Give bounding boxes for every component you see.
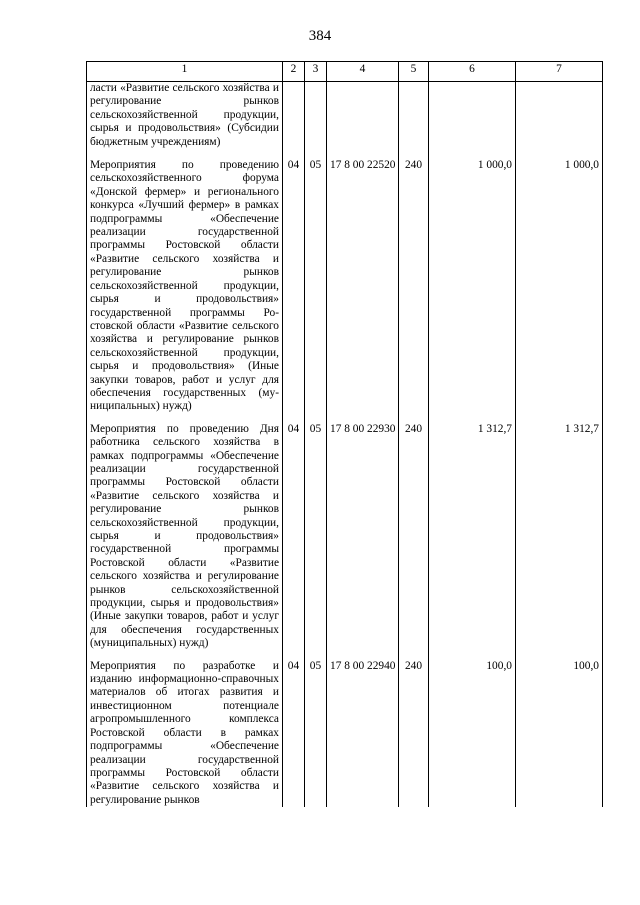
row-amount-1: 100,0 (429, 660, 516, 807)
row-subsection: 05 (305, 660, 327, 807)
row-expense-type: 240 (399, 660, 429, 807)
table-row (87, 82, 603, 160)
col-header-6: 6 (429, 62, 516, 82)
row-section: 04 (283, 423, 305, 660)
row-target-article: 17 8 00 22520 (327, 159, 399, 423)
row-expense-type (399, 82, 429, 160)
row-amount-2: 100,0 (516, 660, 603, 807)
row-target-article (327, 82, 399, 160)
header-row (87, 62, 603, 82)
row-subsection: 05 (305, 423, 327, 660)
row-section (283, 82, 305, 160)
col-header-2: 2 (283, 62, 305, 82)
row-amount-2: 1 312,7 (516, 423, 603, 660)
row-amount-2: 1 000,0 (516, 159, 603, 423)
table-row (87, 660, 603, 807)
row-section: 04 (283, 159, 305, 423)
row-target-article: 17 8 00 22930 (327, 423, 399, 660)
budget-table (86, 61, 603, 807)
row-subsection: 05 (305, 159, 327, 423)
row-amount-1: 1 312,7 (429, 423, 516, 660)
row-section: 04 (283, 660, 305, 807)
row-description: Мероприятия по разработке и изданию информационно-справочных материалов об итогах развития и инвестиционном потенциале агропромышленного комплекса Ростовской области в рамках подпрограммы «Обеспечение реализации государственной программы Ростовской области «Развитие сельского хозяйства и регулирование рынков (87, 660, 283, 807)
row-amount-1 (429, 82, 516, 160)
row-amount-1: 1 000,0 (429, 159, 516, 423)
row-expense-type: 240 (399, 423, 429, 660)
row-description: ласти «Развитие сельского хозяйства и регулирование рынков сельскохозяйственной продукции, сырья и продовольствия» (Субсидии бюджетным учреждениям) (87, 82, 283, 160)
table-row (87, 159, 603, 423)
col-header-4: 4 (327, 62, 399, 82)
row-description: Мероприятия по проведению сельскохозяйственного форума «Донской фермер» и регионального конкурса «Лучший фермер» в рамках подпрограммы «Обеспечение реализации государственной программы Ростовской области «Развитие сельского хозяйства и регулирование рынков сельскохозяйственной продукции, сырья и продовольствия» государственной программы Ростовской области «Развитие сельского хозяйства и регулирование рынков сельскохозяйственной продукции, сырья и продовольствия» (Иные закупки товаров, работ и услуг для обеспечения государственных (муниципальных) нужд) (87, 159, 283, 423)
row-amount-2 (516, 82, 603, 160)
col-header-7: 7 (516, 62, 603, 82)
page-number: 384 (308, 28, 332, 44)
table-row (87, 423, 603, 660)
col-header-3: 3 (305, 62, 327, 82)
row-target-article: 17 8 00 22940 (327, 660, 399, 807)
col-header-5: 5 (399, 62, 429, 82)
row-subsection (305, 82, 327, 160)
col-header-1: 1 (87, 62, 283, 82)
row-description: Мероприятия по проведению Дня работника сельского хозяйства в рамках подпрограммы «Обеспечение реализации государственной программы Ростовской области «Развитие сельского хозяйства и регулирование рынков сельскохозяйственной продукции, сырья и продовольствия» государственной программы Ростовской области «Развитие сельского хозяйства и регулирование рынков сельскохозяйственной продукции, сырья и продовольствия» (Иные закупки товаров, работ и услуг для обеспечения государственных (муниципальных) нужд) (87, 423, 283, 660)
row-expense-type: 240 (399, 159, 429, 423)
